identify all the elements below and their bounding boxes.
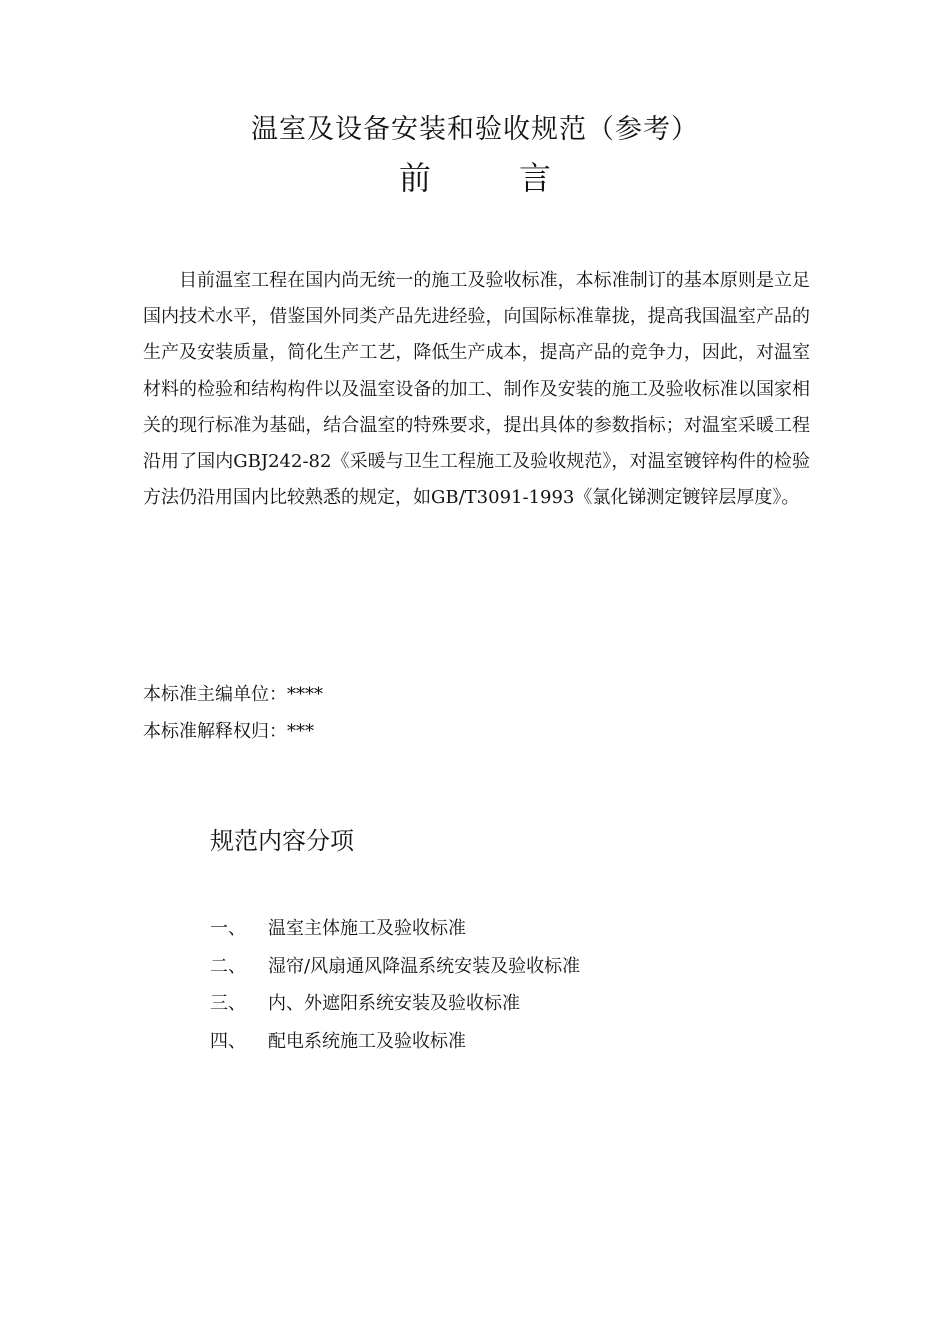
section-number: 四、 [210,1030,246,1052]
editor-unit-line: 本标准主编单位：**** [143,684,323,705]
preface-paragraph: 目前温室工程在国内尚无统一的施工及验收标准，本标准制订的基本原则是立足国内技术水平，借鉴国外同类产品先进经验，向国际标准靠拢，提高我国温室产品的生产及安装质量，简化生产工艺，降低生产成本，提高产品的竞争力，因此，对温室材料的检验和结构构件以及温室设备的加工、制作及安装的施工及验收标准以国家相关的现行标准为基础，结合温室的特殊要求，提出具体的参数指标；对温室采暖工程沿用了国内GBJ242-82《采暖与卫生工程施工及验收规范》，对温室镀锌构件的检验方法仍沿用国内比较熟悉的规定，如GB/T3091-1993《氯化锑测定镀锌层厚度》。 [143,270,810,509]
section-number: 一、 [210,918,246,939]
section-title: 湿帘/风扇通风降温系统安装及验收标准 [268,955,581,977]
section-list-heading: 规范内容分项 [210,827,354,855]
section-list-item [210,910,810,948]
preface-heading: 前言 [398,159,639,197]
responsibility-block [143,676,643,750]
section-title: 配电系统施工及验收标准 [268,1030,466,1052]
section-list-item [210,1023,810,1061]
section-title: 温室主体施工及验收标准 [268,918,466,939]
section-list-item [210,948,810,986]
section-number: 二、 [210,955,246,977]
document-title: 温室及设备安装和验收规范（参考） [251,114,699,145]
section-title: 内、外遮阳系统安装及验收标准 [268,993,520,1014]
section-list-item [210,985,810,1023]
interpretation-right-line: 本标准解释权归：*** [143,721,314,742]
section-list [210,910,810,1060]
section-number: 三、 [210,993,246,1014]
